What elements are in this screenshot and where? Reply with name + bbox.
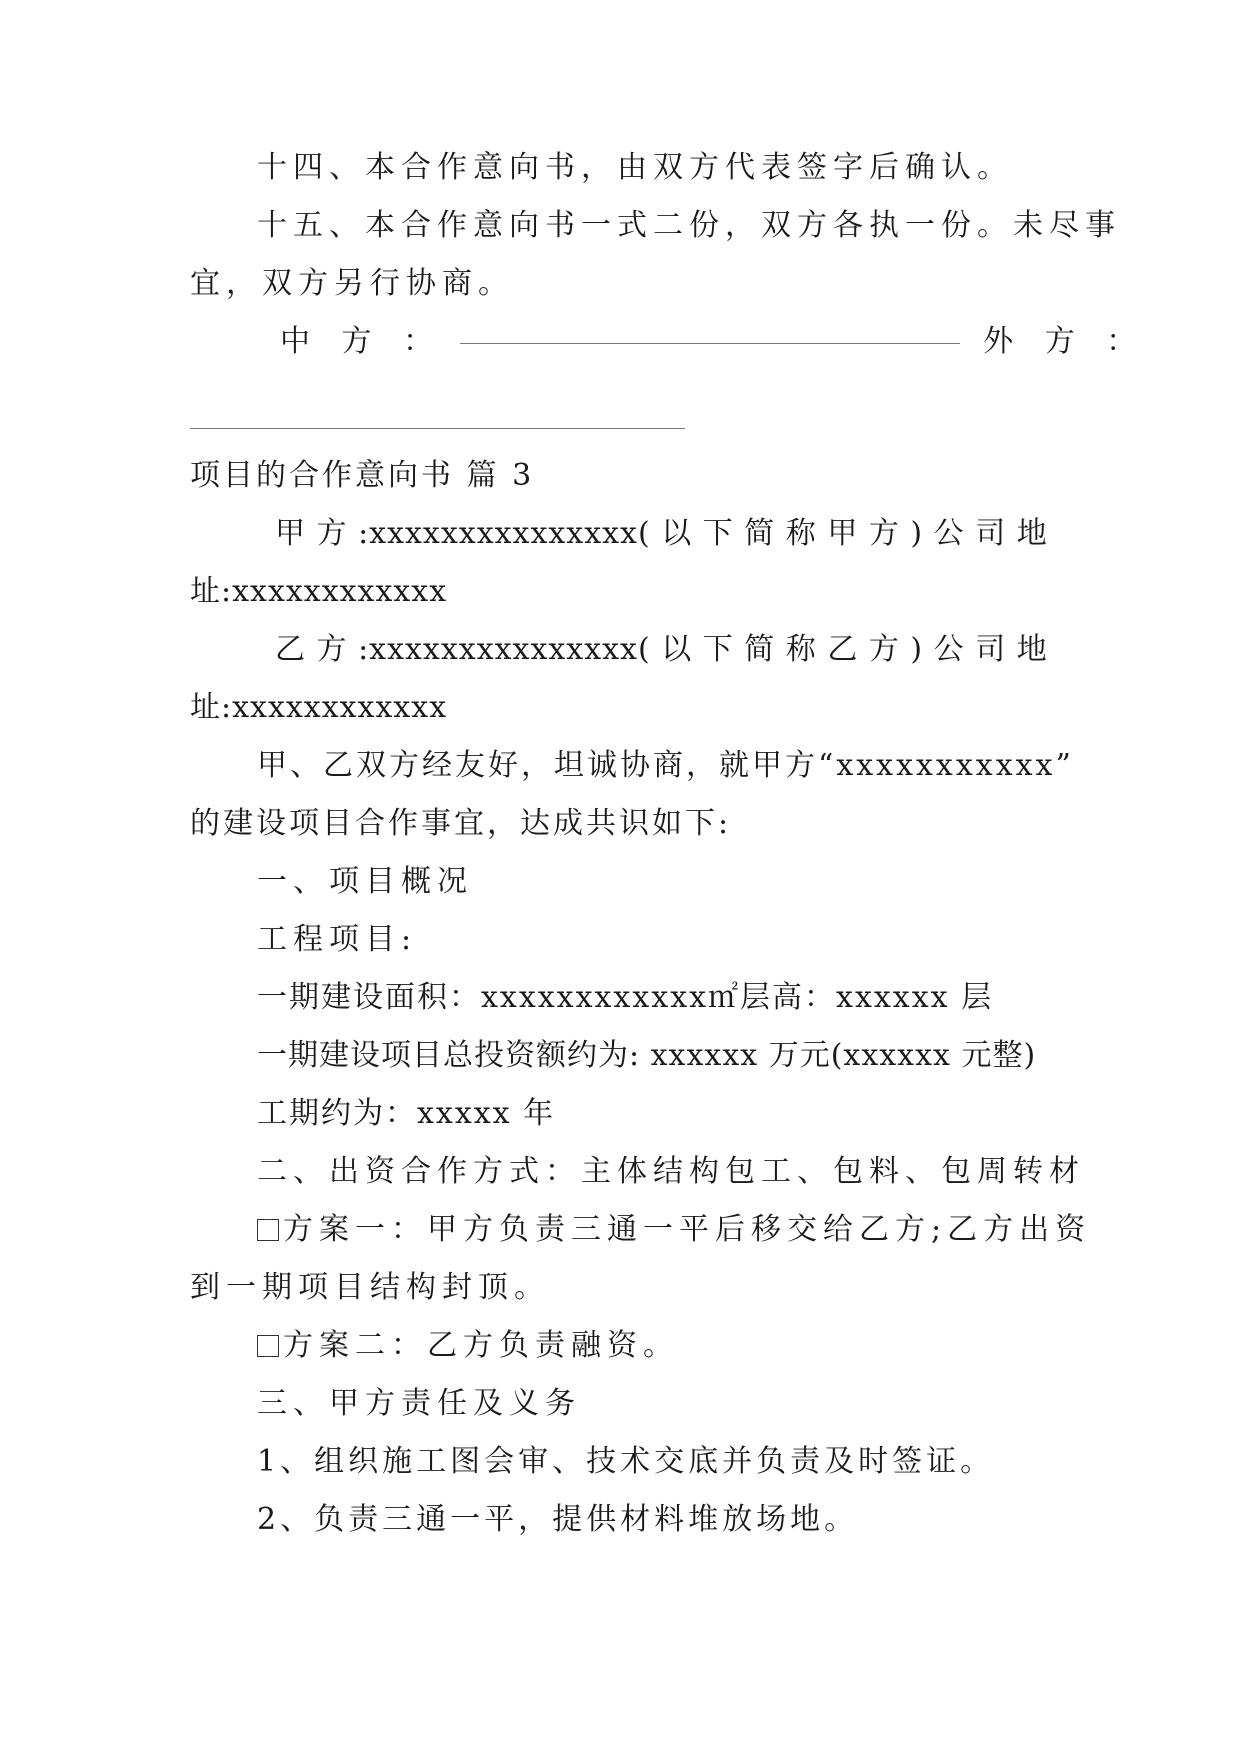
party-a-line1: 甲 方 :xxxxxxxxxxxxxxx( 以 下 简 称 甲 方 ) 公 司 地 — [275, 516, 1048, 551]
intro-line2: 的建设项目合作事宜，达成共识如下: — [190, 806, 732, 841]
clause-15-line1: 十五、本合作意向书一式二份，双方各执一份。未尽事 — [257, 208, 1121, 243]
china-signature-line — [460, 343, 960, 344]
phase1-investment: 一期建设项目总投资额约为: xxxxxx 万元(xxxxxx 元整) — [257, 1038, 1037, 1073]
signature-row — [280, 322, 1147, 362]
clause-15-line2: 宜，双方另行协商。 — [190, 266, 514, 301]
plan-1-checkbox — [257, 1219, 279, 1241]
duty-1: 1、组织施工图会审、技术交底并负责及时签证。 — [257, 1444, 995, 1479]
party-a-line2: 址:xxxxxxxxxxxx — [190, 574, 448, 609]
plan-2 — [257, 1326, 679, 1366]
foreign-signature-line — [190, 428, 685, 429]
phase1-area: 一期建设面积：xxxxxxxxxxxx㎡层高：xxxxxx 层 — [257, 980, 994, 1015]
plan-1-text: 方案一：甲方负责三通一平后移交给乙方;乙方出资 — [283, 1212, 1092, 1247]
clause-14: 十四、本合作意向书，由双方代表签字后确认。 — [257, 150, 1013, 185]
plan-1-line1 — [257, 1210, 1091, 1250]
party-b-line1: 乙 方 :xxxxxxxxxxxxxxx( 以 下 简 称 乙 方 ) 公 司 地 — [275, 632, 1048, 667]
construction-period: 工期约为：xxxxx 年 — [257, 1096, 556, 1131]
foreign-party-label: 外 方 ： — [983, 324, 1148, 359]
plan-1-line2: 到一期项目结构封顶。 — [190, 1270, 550, 1305]
project-label: 工程项目: — [257, 922, 418, 957]
plan-2-text: 方案二：乙方负责融资。 — [283, 1328, 679, 1363]
section-overview: 一、项目概况 — [257, 864, 473, 899]
section-party-a-duties: 三、甲方责任及义务 — [257, 1386, 581, 1421]
section-title: 项目的合作意向书 篇 3 — [190, 458, 535, 493]
section-investment-mode: 二、出资合作方式：主体结构包工、包料、包周转材 — [257, 1154, 1085, 1189]
plan-2-checkbox — [257, 1335, 279, 1357]
china-party-label: 中 方 ： — [280, 324, 445, 359]
party-b-line2: 址:xxxxxxxxxxxx — [190, 690, 448, 725]
intro-line1: 甲、乙双方经友好，坦诚协商，就甲方“xxxxxxxxxxx” — [257, 748, 1074, 783]
duty-2: 2、负责三通一平，提供材料堆放场地。 — [257, 1502, 859, 1537]
